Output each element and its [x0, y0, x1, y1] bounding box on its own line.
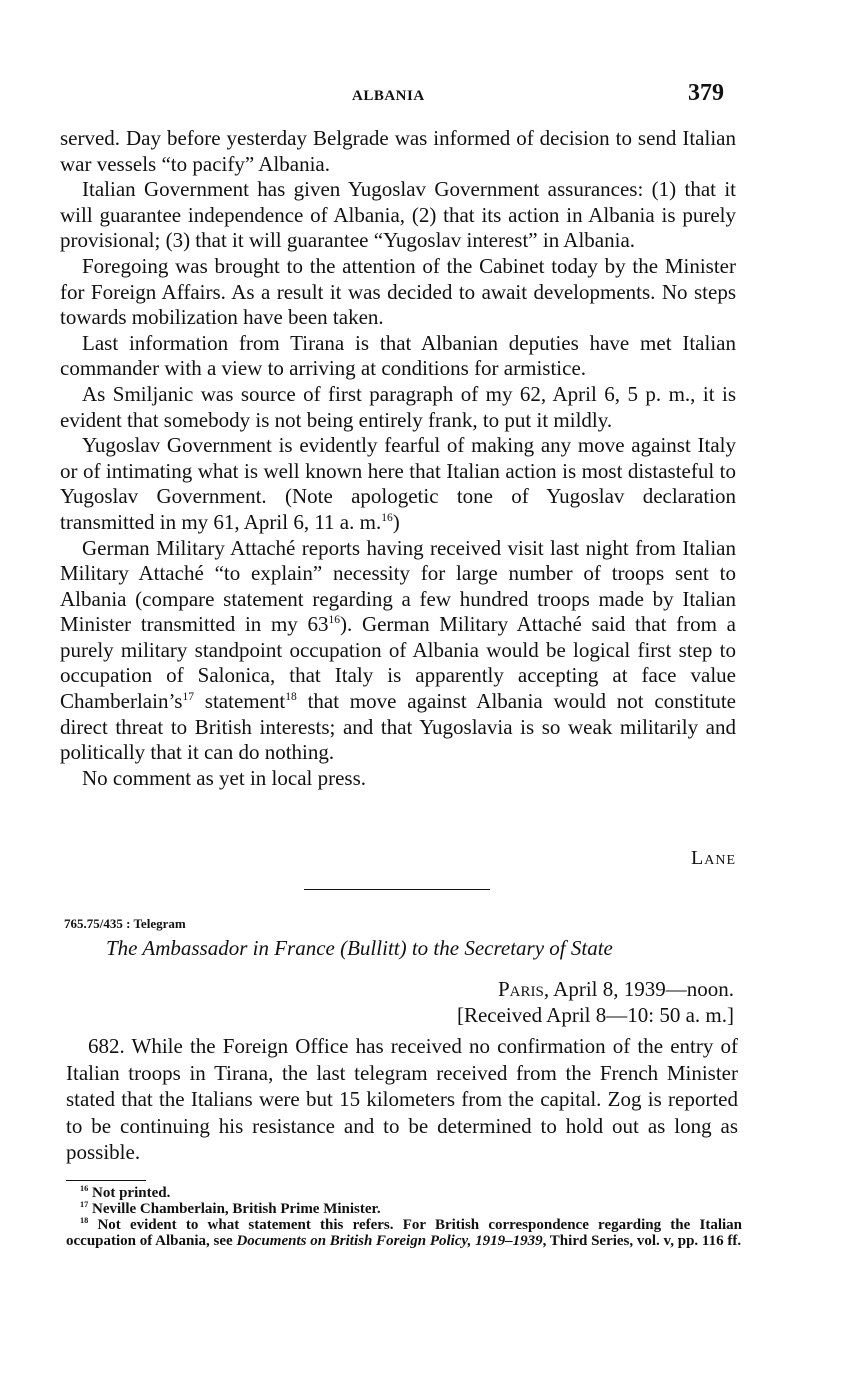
- paragraph-6-end: ): [392, 509, 400, 534]
- footnote-ref-17: 17: [182, 691, 195, 704]
- telegram-2-paragraph: 682. While the Foreign Office has received no confirmation of the entry of Italian troops in Tirana, the last telegram received from the French Minister stated that the Italians were but 15 kilometers from the capital. Zog is reported to be continuing his resistance and to be determined to hold out as long as possible.: [66, 1034, 738, 1164]
- footnote-16: [66, 1185, 742, 1201]
- document-title: [106, 936, 613, 961]
- paragraph-8: No comment as yet in local press.: [82, 765, 367, 790]
- footnote-citation: Documents on British Foreign Policy, 1919–1939: [236, 1233, 543, 1249]
- title-name: Bullitt: [347, 936, 400, 960]
- footnote-ref-16: 16: [381, 511, 393, 524]
- footnote-text: Neville Chamberlain, British Prime Minister.: [92, 1201, 381, 1217]
- footnote-text: Not evident to what statement this refers. For British correspondence regarding the Italian occupation of Albania, see: [66, 1217, 742, 1249]
- dateline: [457, 976, 734, 1028]
- running-head: ALBANIA: [352, 88, 425, 104]
- paragraph-7-end: that move against Albania would not constitute direct threat to British interests; and that Yugoslavia is so weak militarily and politically that it can do nothing.: [60, 689, 736, 765]
- title-part-2: ) to the Secretary of State: [399, 936, 613, 960]
- paragraph-3: Foregoing was brought to the attention of the Cabinet today by the Minister for Foreign Affairs. As a result it was decided to await developments. No steps towards mobilization have been taken.: [60, 253, 736, 330]
- footnote-number: 17: [80, 1200, 89, 1209]
- footnote-ref-18: 18: [285, 691, 297, 704]
- paragraph-1: served. Day before yesterday Belgrade was informed of decision to send Italian war vessels “to pacify” Albania.: [60, 126, 736, 176]
- dateline-date: , April 8, 1939—noon.: [543, 977, 734, 1001]
- page-number: 379: [688, 80, 724, 106]
- paragraph-4: Last information from Tirana is that Albanian deputies have met Italian commander with a view to arriving at conditions for armistice.: [60, 330, 736, 381]
- telegram-body: [60, 126, 736, 791]
- paragraph-6-text: Yugoslav Government is evidently fearful of making any move against Italy or of intimating what is well known here that Italian action is most distasteful to Yugoslav Government. (Note apologetic tone of Yugoslav declaration transmitted in my 61, April 6, 11 a. m.: [60, 433, 736, 534]
- paragraph-6: [60, 433, 736, 535]
- footnotes: [66, 1185, 742, 1249]
- signature-name: Lane: [691, 847, 736, 869]
- section-divider: [304, 889, 490, 890]
- dateline-place-date: [457, 976, 734, 1002]
- dateline-place: Paris: [497, 977, 544, 1001]
- footnote-text-end: , Third Series, vol. v, pp. 116 ff.: [542, 1233, 742, 1249]
- paragraph-5: As Smiljanic was source of first paragraph of my 62, April 6, 5 p. m., it is evident that somebody is not being entirely frank, to put it mildly.: [60, 381, 736, 432]
- paragraph-7-mid: ). German Military Attaché said that from a purely military standpoint occupation of Albania would be logical first step to occupation of Salonica, that Italy is apparently accepting at face value Chamberlain’s: [60, 612, 736, 714]
- footnote-divider: [66, 1180, 146, 1181]
- signature: [691, 847, 736, 870]
- footnote-number: 18: [80, 1216, 89, 1225]
- title-part-1: The Ambassador in France (: [106, 936, 348, 960]
- footnote-ref-16b: 16: [328, 614, 341, 627]
- received-line: [Received April 8—10: 50 a. m.]: [456, 1003, 734, 1027]
- paragraph-7: [60, 536, 736, 766]
- footnote-17: [66, 1201, 742, 1217]
- paragraph-7-statement: statement: [194, 689, 286, 714]
- paragraph-7-text: German Military Attaché reports having received visit last night from Italian Military Attaché “to explain” necessity for large number of troops sent to Albania (compare statement regarding a few hundred troops made by Italian Minister transmitted in my 63: [60, 535, 736, 637]
- paragraph-2: Italian Government has given Yugoslav Government assurances: (1) that it will guarantee independence of Albania, (2) that its action in Albania is purely provisional; (3) that it will guarantee “Yugoslav interest” in Albania.: [60, 177, 736, 253]
- footnote-text: Not printed.: [92, 1185, 171, 1201]
- footnote-18: [66, 1217, 742, 1249]
- telegram-2-body: [66, 1033, 738, 1166]
- footnote-number: 16: [80, 1184, 89, 1193]
- file-reference: 765.75/435 : Telegram: [64, 916, 186, 931]
